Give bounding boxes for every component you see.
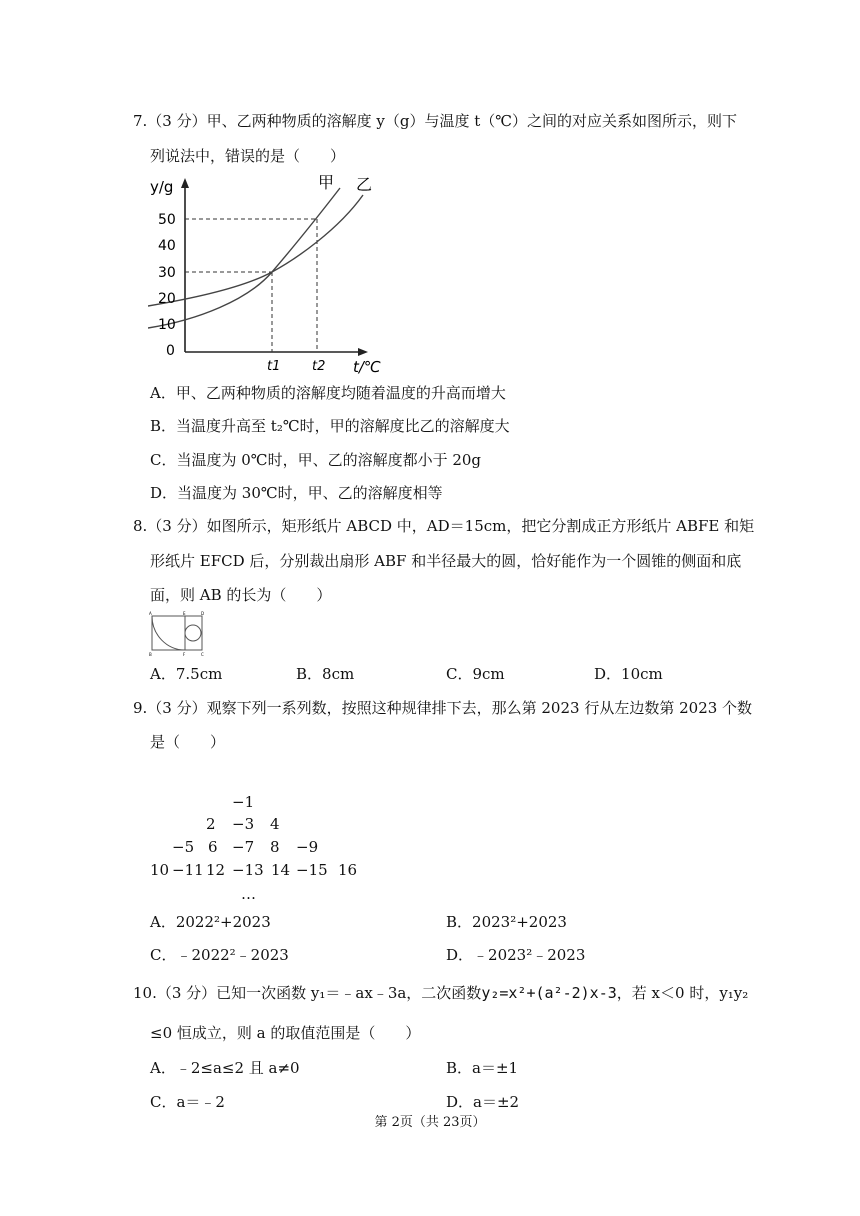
label-jia: 甲 <box>318 173 335 192</box>
q9-stem-line1: 9.（3 分）观察下列一系列数，按照这种规律排下去，那么第 2023 行从左边数第 2023 个数 <box>133 699 753 717</box>
q7-stem-line2: 列说法中，错误的是（ ） <box>150 147 346 165</box>
q10-formula: y₂=x²+(a²-2)x-3 <box>481 984 617 1002</box>
svg-text:10: 10 <box>158 317 176 333</box>
q8-stem-line3: 面，则 AB 的长为（ ） <box>150 586 332 604</box>
label-yi: 乙 <box>356 175 373 194</box>
svg-text:50: 50 <box>158 212 176 228</box>
svg-text:t1: t1 <box>267 359 281 374</box>
curve-yi <box>148 195 363 306</box>
q8-stem-line1: 8.（3 分）如图所示，矩形纸片 ABCD 中，AD＝15cm，把它分割成正方形纸片 ABFE 和矩 <box>133 517 755 535</box>
q10-option-c[interactable]: C．a＝﹣2 <box>150 1093 225 1111</box>
q9-option-a[interactable]: A．2022²+2023 <box>150 913 271 931</box>
q9-option-c[interactable]: C．﹣2022²﹣2023 <box>150 946 289 964</box>
svg-text:B: B <box>149 652 152 657</box>
q7-option-a[interactable]: A．甲、乙两种物质的溶解度均随着温度的升高而增大 <box>150 384 506 402</box>
q7-option-c[interactable]: C．当温度为 0℃时，甲、乙的溶解度都小于 20g <box>150 451 482 469</box>
svg-text:E: E <box>183 611 186 616</box>
q8-option-b[interactable]: B．8cm <box>296 665 355 683</box>
q10-stem-line2: ≤0 恒成立，则 a 的取值范围是（ ） <box>150 1024 421 1042</box>
svg-text:0: 0 <box>166 343 175 359</box>
svg-text:C: C <box>201 652 204 657</box>
q9-stem-line2: 是（ ） <box>150 733 226 751</box>
svg-text:20: 20 <box>158 291 176 307</box>
q7-option-d[interactable]: D．当温度为 30℃时，甲、乙的溶解度相等 <box>150 484 443 502</box>
svg-text:t2: t2 <box>312 359 326 374</box>
q9-option-b[interactable]: B．2023²+2023 <box>446 913 567 931</box>
q10-option-d[interactable]: D．a＝±2 <box>446 1093 520 1111</box>
q9-option-d[interactable]: D．﹣2023²﹣2023 <box>446 946 586 964</box>
q8-rectangle-figure <box>148 611 208 657</box>
q10-option-a[interactable]: A．﹣2≤a≤2 且 a≠0 <box>150 1059 300 1077</box>
q8-stem-line2: 形纸片 EFCD 后，分别裁出扇形 ABF 和半径最大的圆，恰好能作为一个圆锥的侧面和底 <box>150 552 742 570</box>
y-axis-label: y/g <box>150 178 174 196</box>
svg-text:30: 30 <box>158 265 176 281</box>
curve-jia <box>148 188 340 328</box>
q8-option-d[interactable]: D．10cm <box>594 665 663 683</box>
q8-option-c[interactable]: C．9cm <box>446 665 505 683</box>
svg-text:F: F <box>183 652 186 657</box>
q8-option-a[interactable]: A．7.5cm <box>150 665 223 683</box>
page-footer: 第 2页（共 23页） <box>374 1115 486 1130</box>
svg-text:A: A <box>149 611 152 616</box>
svg-text:D: D <box>201 611 205 616</box>
q10-option-b[interactable]: B．a＝±1 <box>446 1059 519 1077</box>
x-axis-label: t/℃ <box>353 358 381 376</box>
q7-stem-line1: 7.（3 分）甲、乙两种物质的溶解度 y（g）与温度 t（℃）之间的对应关系如图所示，则下 <box>133 112 738 130</box>
q10-stem-line1: 10.（3 分）已知一次函数 y₁＝﹣ax﹣3a，二次函数y₂=x²+(a²-2)x-3，若 x＜0 时，y₁y₂ <box>133 984 749 1002</box>
svg-text:40: 40 <box>158 238 176 254</box>
q7-option-b[interactable]: B．当温度升高至 t₂℃时，甲的溶解度比乙的溶解度大 <box>150 417 510 435</box>
q7-solubility-graph <box>148 170 398 385</box>
